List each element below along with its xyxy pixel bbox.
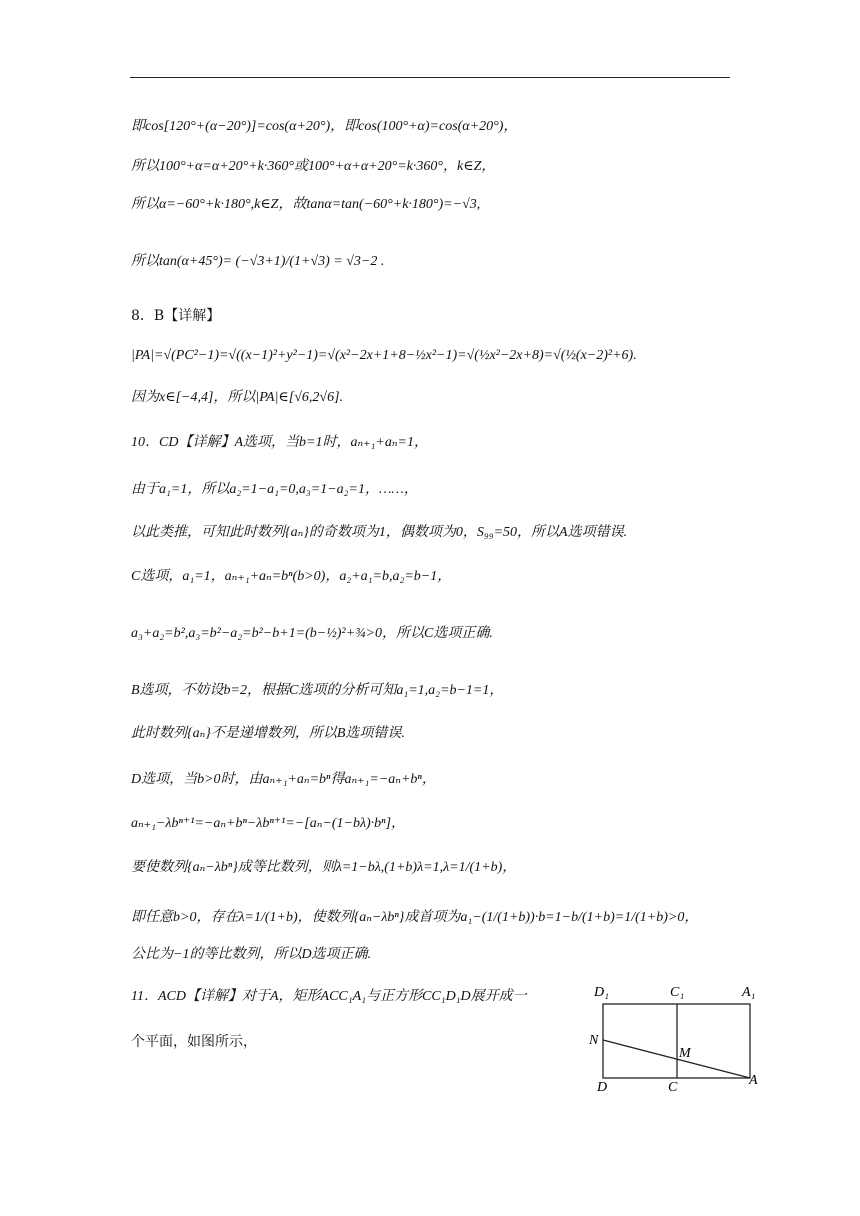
text-line-2: 所以100°+α=α+20°+k·360°或100°+α+α+20°=k·360°，k∈Z， <box>131 159 496 174</box>
text-line-10: 以此类推，可知此时数列{aₙ}的奇数项为1，偶数项为0，S₉₉=50，所以A选项错误. <box>131 525 628 540</box>
text-line-3: 所以α=−60°+k·180°,k∈Z，故tanα=tan(−60°+k·180°)=−√3, <box>131 197 481 212</box>
label-c: C <box>668 1080 678 1092</box>
label-d1: D₁ <box>594 985 609 1000</box>
label-n: N <box>589 1033 599 1048</box>
question-10-intro: 10．CD【详解】A选项，当b=1时，aₙ₊₁+aₙ=1， <box>131 435 428 450</box>
unfolded-plane-figure <box>588 980 760 1092</box>
text-line-4: 所以tan(α+45°)= (−√3+1)/(1+√3) = √3−2 . <box>131 254 385 269</box>
text-line-17: 要使数列{aₙ−λbⁿ}成等比数列，则λ=1−bλ,(1+b)λ=1,λ=1/(1+b)， <box>131 860 517 875</box>
label-m: M <box>679 1046 691 1061</box>
text-line-16: aₙ₊₁−λbⁿ⁺¹=−aₙ+bⁿ−λbⁿ⁺¹=−[aₙ−(1−bλ)·bⁿ]， <box>131 816 406 831</box>
question-11-intro: 11．ACD【详解】对于A，矩形ACC₁A₁与正方形CC₁D₁D展开成一 <box>131 989 527 1004</box>
text-line-1: 即cos[120°+(α−20°)]=cos(α+20°)，即cos(100°+α)=cos(α+20°)， <box>131 119 518 134</box>
text-line-7: 因为x∈[−4,4]，所以|PA|∈[√6,2√6]. <box>131 390 344 405</box>
text-line-14: 此时数列{aₙ}不是递增数列，所以B选项错误. <box>131 726 405 741</box>
text-line-18: 即任意b>0，存在λ=1/(1+b)，使数列{aₙ−λbⁿ}成首项为a₁−(1/(1+b))·b=1−b/(1+b)=1/(1+b)>0， <box>131 910 699 925</box>
text-line-11: C选项，a₁=1，aₙ₊₁+aₙ=bⁿ(b>0)，a₂+a₁=b,a₂=b−1， <box>131 569 452 584</box>
label-d: D <box>597 1080 608 1092</box>
text-line-9: 由于a₁=1，所以a₂=1−a₁=0,a₃=1−a₂=1，……， <box>131 482 418 497</box>
label-a: A <box>749 1073 758 1088</box>
text-line-15: D选项，当b>0时，由aₙ₊₁+aₙ=bⁿ得aₙ₊₁=−aₙ+bⁿ， <box>131 772 436 787</box>
text-line-12: a₃+a₂=b²,a₃=b²−a₂=b²−b+1=(b−½)²+¾>0，所以C选项正确. <box>131 626 493 641</box>
text-line-21: 个平面，如图所示， <box>131 1034 257 1050</box>
text-line-6: |PA|=√(PC²−1)=√((x−1)²+y²−1)=√(x²−2x+1+8−½x²−1)=√(½x²−2x+8)=√(½(x−2)²+6). <box>131 348 637 363</box>
text-line-13: B选项，不妨设b=2，根据C选项的分析可知a₁=1,a₂=b−1=1， <box>131 683 504 698</box>
question-8-heading: 8．B【详解】 <box>131 308 221 324</box>
text-line-19: 公比为−1的等比数列，所以D选项正确. <box>131 947 372 962</box>
header-rule <box>130 77 730 78</box>
label-c1: C₁ <box>670 985 685 1000</box>
label-a1: A₁ <box>742 985 756 1000</box>
